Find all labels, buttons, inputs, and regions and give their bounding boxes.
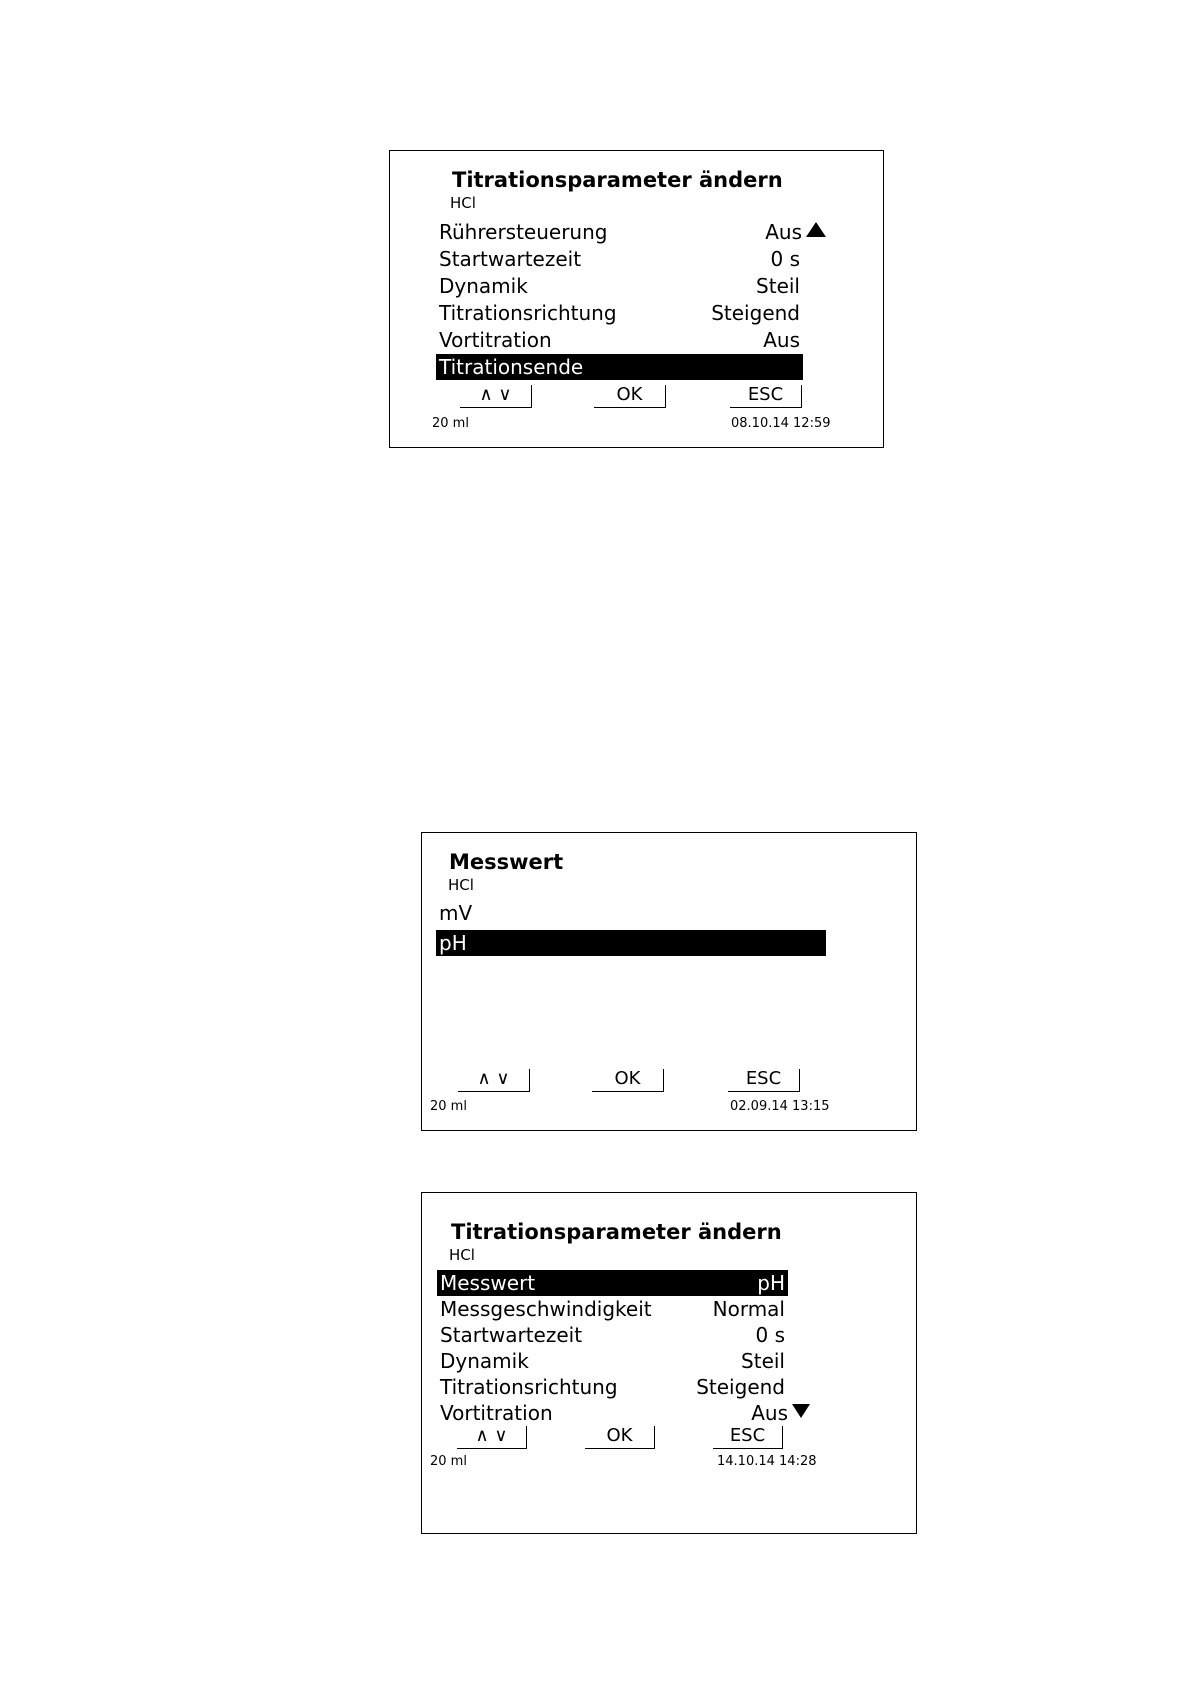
row-label: Vortitration <box>440 1401 553 1425</box>
menu-row-dynamik[interactable] <box>436 273 803 299</box>
esc-softkey[interactable]: ESC <box>728 1069 800 1092</box>
row-label: Rührersteuerung <box>439 220 608 244</box>
row-label: Dynamik <box>440 1349 529 1373</box>
datetime-status: 02.09.14 13:15 <box>730 1099 830 1114</box>
screen-titration-params-1 <box>389 150 884 448</box>
screen-messwert <box>421 832 917 1131</box>
option-ph-selected[interactable] <box>436 930 826 956</box>
volume-status: 20 ml <box>430 1454 467 1469</box>
menu-row-vortitration[interactable] <box>436 327 803 353</box>
ok-softkey[interactable]: OK <box>594 385 666 408</box>
menu-row-dynamik[interactable] <box>437 1348 788 1374</box>
menu-row-messgeschwindigkeit[interactable] <box>437 1296 788 1322</box>
menu-row-vortitration[interactable] <box>437 1400 788 1426</box>
datetime-status: 14.10.14 14:28 <box>717 1454 817 1469</box>
row-label: Messgeschwindigkeit <box>440 1297 652 1321</box>
nav-updown-softkey[interactable]: ∧ ∨ <box>458 1069 530 1092</box>
scroll-down-icon[interactable] <box>792 1404 810 1418</box>
option-mv[interactable] <box>436 900 826 926</box>
row-label: Dynamik <box>439 274 528 298</box>
row-value: 0 s <box>755 1323 785 1347</box>
esc-softkey[interactable]: ESC <box>730 385 802 408</box>
row-value: Steil <box>756 274 800 298</box>
row-label: Titrationsende <box>439 355 584 379</box>
menu-row-startwartezeit[interactable] <box>436 246 803 272</box>
menu-row-messwert-selected[interactable] <box>437 1270 788 1296</box>
screen-title: Messwert <box>449 850 564 874</box>
screen-title: Titrationsparameter ändern <box>452 168 783 192</box>
menu-row-titrationsrichtung[interactable] <box>437 1374 788 1400</box>
row-value: Steil <box>741 1349 785 1373</box>
ok-softkey[interactable]: OK <box>592 1069 664 1092</box>
datetime-status: 08.10.14 12:59 <box>731 416 831 431</box>
row-value: pH <box>757 1271 785 1295</box>
option-label: pH <box>439 931 467 955</box>
menu-row-ruehrersteuerung[interactable] <box>436 219 803 245</box>
row-value: Aus <box>765 219 826 245</box>
row-label: Titrationsrichtung <box>439 301 617 325</box>
screen-subtitle: HCl <box>450 194 476 212</box>
menu-row-titrationsrichtung[interactable] <box>436 300 803 326</box>
screen-subtitle: HCl <box>449 1246 475 1264</box>
row-label: Startwartezeit <box>440 1323 583 1347</box>
ok-softkey[interactable]: OK <box>585 1426 655 1449</box>
row-value: Aus <box>763 328 800 352</box>
nav-updown-softkey[interactable]: ∧ ∨ <box>457 1426 527 1449</box>
volume-status: 20 ml <box>430 1099 467 1114</box>
row-value: 0 s <box>770 247 800 271</box>
row-value: Aus <box>751 1400 810 1426</box>
nav-updown-softkey[interactable]: ∧ ∨ <box>460 385 532 408</box>
menu-row-startwartezeit[interactable] <box>437 1322 788 1348</box>
row-value: Steigend <box>711 301 800 325</box>
row-label: Startwartezeit <box>439 247 582 271</box>
menu-row-titrationsende-selected[interactable] <box>436 354 803 380</box>
row-label: Titrationsrichtung <box>440 1375 618 1399</box>
screen-subtitle: HCl <box>448 876 474 894</box>
volume-status: 20 ml <box>432 416 469 431</box>
row-label: Vortitration <box>439 328 552 352</box>
row-value: Normal <box>712 1297 785 1321</box>
scroll-up-icon[interactable] <box>806 222 826 237</box>
option-label: mV <box>439 901 473 925</box>
esc-softkey[interactable]: ESC <box>713 1426 783 1449</box>
screen-titration-params-2 <box>421 1192 917 1534</box>
row-value: Steigend <box>696 1375 785 1399</box>
screen-title: Titrationsparameter ändern <box>451 1220 782 1244</box>
row-label: Messwert <box>440 1271 536 1295</box>
